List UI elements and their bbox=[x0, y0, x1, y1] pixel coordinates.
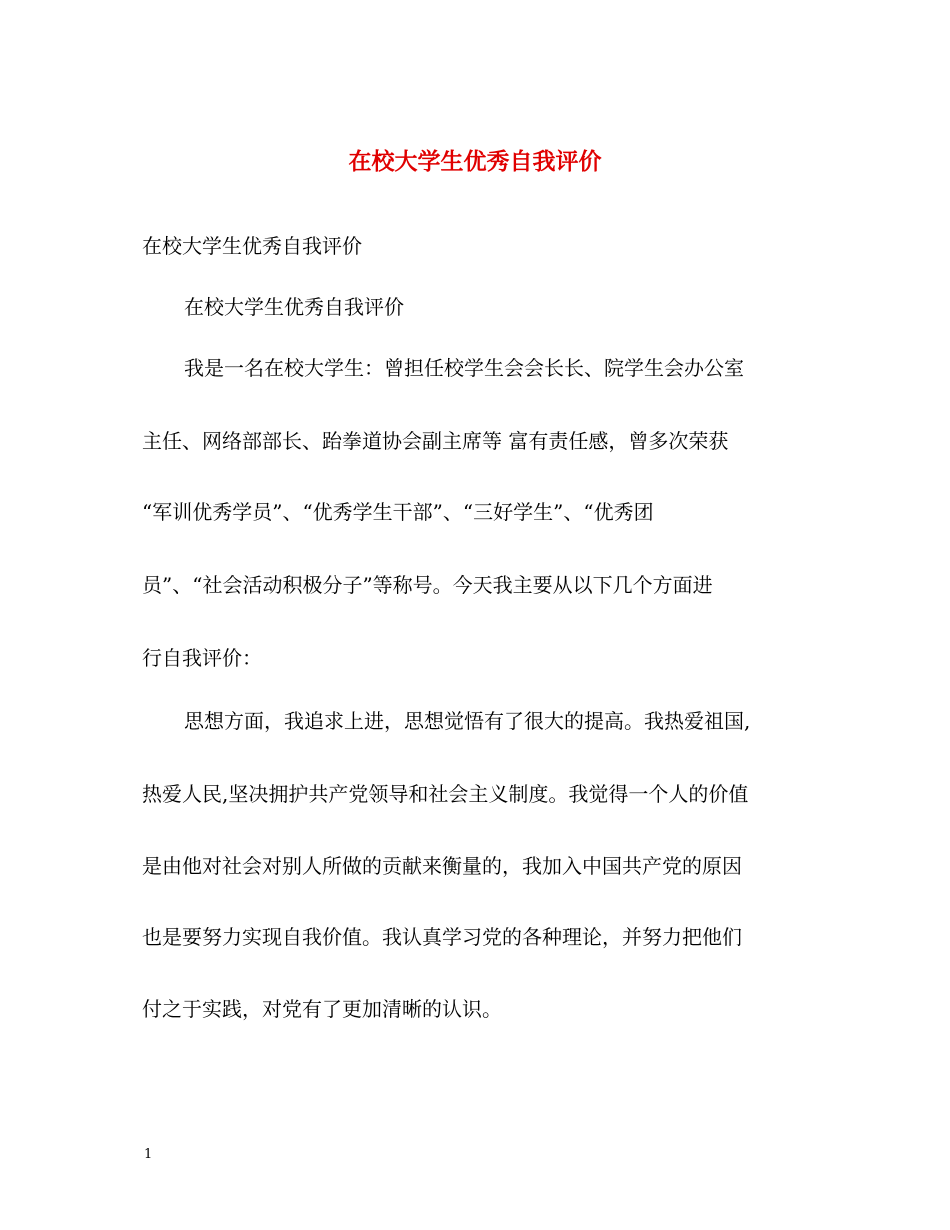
paragraph-line: 行自我评价： bbox=[142, 646, 262, 670]
paragraph-line: 是由他对社会对别人所做的贡献来衡量的，我加入中国共产党的原因 bbox=[142, 854, 742, 878]
page-number: 1 bbox=[144, 1147, 153, 1162]
paragraph-line: 也是要努力实现自我价值。我认真学习党的各种理论，并努力把他们 bbox=[142, 925, 742, 949]
paragraph-line: 主任、网络部部长、跆拳道协会副主席等 富有责任感，曾多次荣获 bbox=[142, 429, 729, 453]
paragraph-line: 思想方面，我追求上进，思想觉悟有了很大的提高。我热爱祖国, bbox=[184, 709, 751, 733]
section-heading: 在校大学生优秀自我评价 bbox=[142, 234, 362, 258]
paragraph-line: 热爱人民,坚决拥护共产党领导和社会主义制度。我觉得一个人的价值 bbox=[142, 782, 749, 806]
section-subheading: 在校大学生优秀自我评价 bbox=[184, 295, 404, 319]
paragraph-line: 我是一名在校大学生：曾担任校学生会会长长、院学生会办公室 bbox=[184, 356, 744, 380]
document-title: 在校大学生优秀自我评价 bbox=[348, 148, 602, 175]
paragraph-line: 员”、“社会活动积极分子”等称号。今天我主要从以下几个方面进 bbox=[142, 573, 713, 597]
paragraph-line: “军训优秀学员”、“优秀学生干部”、“三好学生”、“优秀团 bbox=[142, 500, 654, 524]
paragraph-line: 付之于实践，对党有了更加清晰的认识。 bbox=[142, 997, 502, 1021]
